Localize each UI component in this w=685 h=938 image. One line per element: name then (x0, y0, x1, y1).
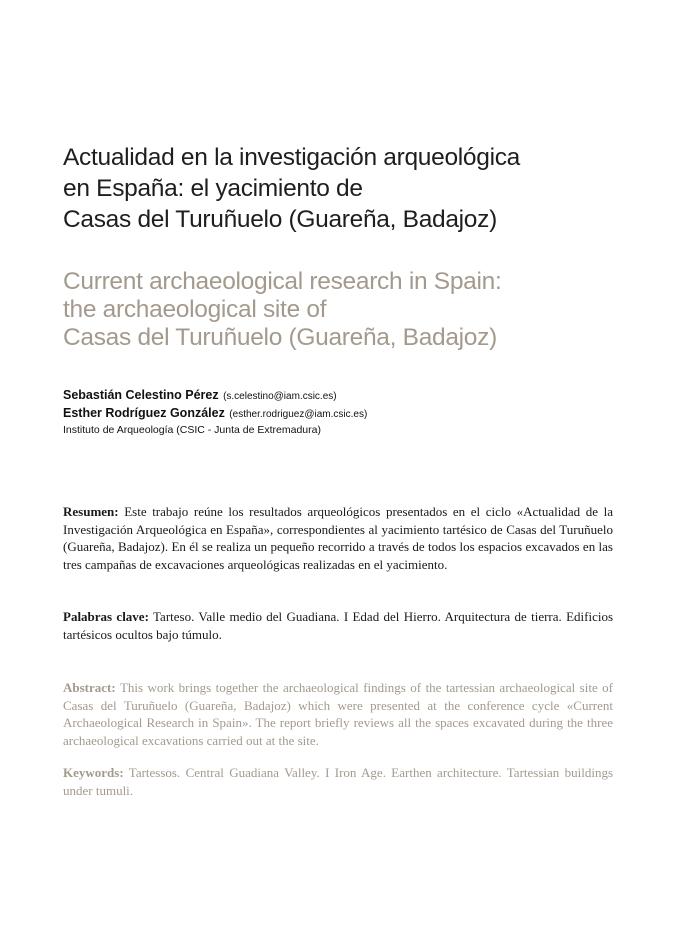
abstract-paragraph (63, 679, 613, 749)
title-english-line: the archaeological site of (63, 296, 327, 323)
title-spanish (63, 142, 623, 235)
abstract-label: Abstract: (63, 680, 116, 695)
author-email: (esther.rodriguez@iam.csic.es) (229, 409, 368, 420)
title-spanish-line: Actualidad en la investigación arqueológica (63, 144, 521, 171)
author-name: Esther Rodríguez González (63, 406, 225, 420)
title-english-line: Current archaeological research in Spain: (63, 268, 502, 295)
palabras-clave-text: Tarteso. Valle medio del Guadiana. I Edad del Hierro. Arquitectura de tierra. Edificios tartésicos ocultos bajo túmulo. (63, 609, 614, 642)
author-entry (63, 387, 623, 405)
affiliation: Instituto de Arqueología (CSIC - Junta de Extremadura) (63, 424, 321, 436)
title-spanish-line: Casas del Turuñuelo (Guareña, Badajoz) (63, 206, 497, 233)
resumen-paragraph (63, 503, 613, 573)
palabras-clave-paragraph (63, 608, 613, 643)
keywords-label: Keywords: (63, 765, 124, 780)
keywords-paragraph (63, 764, 613, 799)
resumen-label: Resumen: (63, 504, 119, 519)
keywords-text: Tartessos. Central Guadiana Valley. I Iron Age. Earthen architecture. Tartessian buildings under tumuli. (63, 765, 614, 798)
author-entry (63, 405, 623, 423)
palabras-clave-label: Palabras clave: (63, 609, 149, 624)
author-email: (s.celestino@iam.csic.es) (223, 391, 337, 402)
resumen-text: Este trabajo reúne los resultados arqueológicos presentados en el ciclo «Actualidad de la Investigación Arqueológica en España», correspondientes al yacimiento tartésico de Casas del Turuñuelo (Guareña, Badajoz). En él se realiza un pequeño recorrido a través de todos los espacios excavados en las tres campañas de excavaciones arqueológicas realizadas en el yacimiento. (63, 504, 614, 572)
abstract-text: This work brings together the archaeological findings of the tartessian archaeological site of Casas del Turuñuelo (Guareña, Badajoz) which were presented at the conference cycle «Current Archaeological Research in Spain». The report briefly reviews all the spaces excavated during the three archaeological excavations carried out at the site. (63, 680, 614, 748)
author-block (63, 387, 623, 438)
author-name: Sebastián Celestino Pérez (63, 388, 219, 402)
title-english-line: Casas del Turuñuelo (Guareña, Badajoz) (63, 324, 497, 351)
title-spanish-line: en España: el yacimiento de (63, 175, 363, 202)
title-english (63, 268, 623, 352)
